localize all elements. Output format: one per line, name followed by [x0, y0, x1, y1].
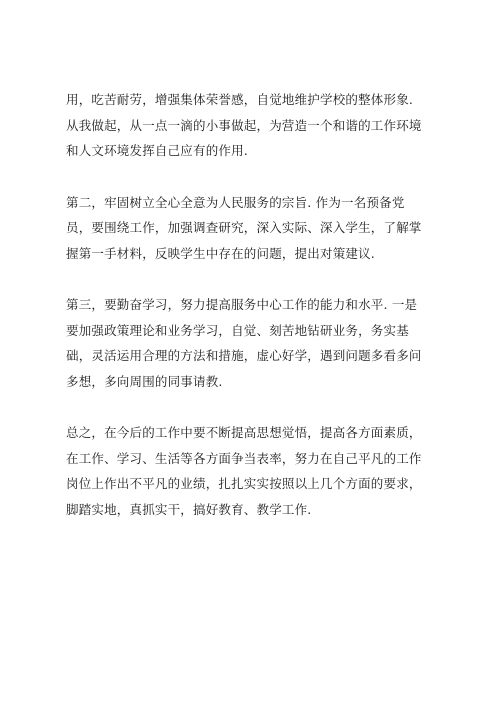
- text-line: 和人文环境发挥自己应有的作用.: [66, 143, 248, 158]
- text-line: 第二，牢固树立全心全意为人民服务的宗旨. 作为一名预备党: [66, 194, 405, 210]
- text-line: 第三，要勤奋学习，努力提高服务中心工作的能力和水平. 一是: [66, 297, 418, 312]
- paragraph-2: [66, 190, 438, 267]
- document-body: [66, 87, 438, 548]
- text-line: 从我做起，从一点一滴的小事做起，为营造一个和谐的工作环境: [66, 117, 422, 133]
- paragraph-3: [66, 292, 438, 394]
- text-line: 员，要围绕工作，加强调查研究，深入实际、深入学生，了解掌: [66, 220, 422, 235]
- paragraph-1: [66, 87, 438, 164]
- text-line: 础，灵活运用合理的方法和措施，虚心好学，遇到问题多看多问: [66, 348, 422, 363]
- text-line: 用，吃苦耐劳，增强集体荣誉感，自觉地维护学校的整体形象.: [66, 92, 414, 107]
- text-line: 多想，多向周围的同事请教.: [66, 373, 223, 389]
- text-line: 在工作、学习、生活等各方面争当表率，努力在自己平凡的工作: [66, 450, 422, 466]
- text-line: 脚踏实地，真抓实干，搞好教育、教学工作.: [66, 501, 312, 517]
- text-line: 要加强政策理论和业务学习，自觉、刻苦地钻研业务，务实基: [66, 322, 409, 338]
- text-line: 总之，在今后的工作中要不断提高思想觉悟，提高各方面素质，: [66, 425, 422, 440]
- text-line: 握第一手材料，反映学生中存在的问题，提出对策建议.: [66, 245, 375, 261]
- text-line: 岗位上作出不平凡的业绩，扎扎实实按照以上几个方面的要求，: [66, 476, 422, 491]
- paragraph-4: [66, 420, 438, 522]
